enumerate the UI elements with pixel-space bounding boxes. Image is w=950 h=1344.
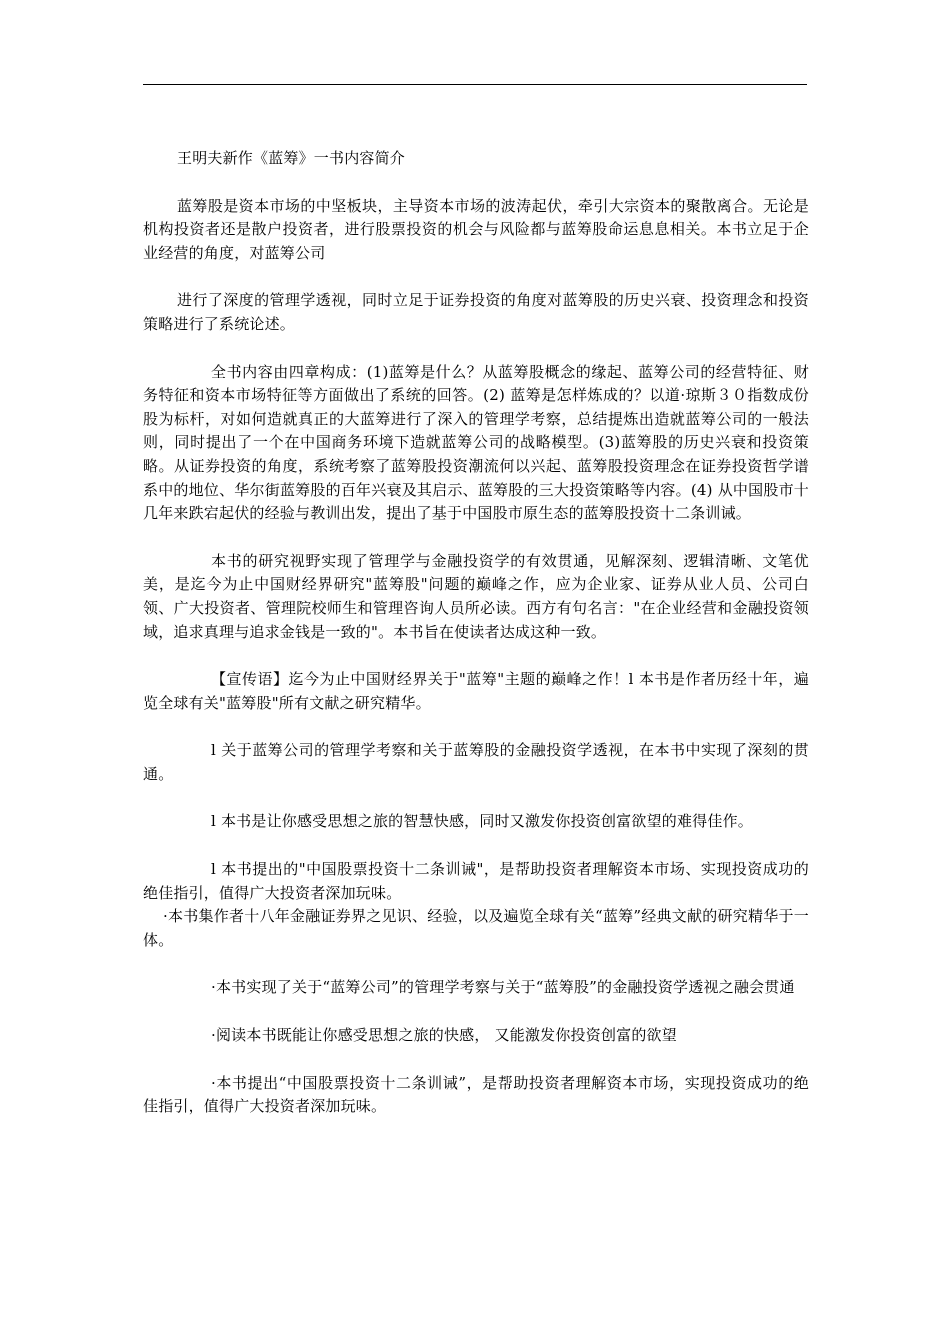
paragraph-slogan: 【宣传语】迄今为止中国财经界关于"蓝筹"主题的巅峰之作！l 本书是作者历经十年，遍览全球有关"蓝筹股"所有文献之研究精华。: [143, 670, 809, 712]
document-title: 王明夫新作《蓝筹》一书内容简介: [177, 149, 406, 167]
paragraph-chapters: 全书内容由四章构成：(1)蓝筹是什么？从蓝筹股概念的缘起、蓝筹公司的经营特征、财务特征和资本市场特征等方面做出了系统的回答。(2) 蓝筹是怎样炼成的？以道·琼斯３０指数成份股为标杆，对如何造就真正的大蓝筹进行了深入的管理学考察，总结提炼出造就蓝筹公司的一般法则，同时提出了一个在中国商务环境下造就蓝筹公司的战略模型。(3)蓝筹股的历史兴衰和投资策略。从证券投资的角度，系统考察了蓝筹股投资潮流何以兴起、蓝筹股投资理念在证券投资哲学谱系中的地位、华尔街蓝筹股的百年兴衰及其启示、蓝筹股的三大投资策略等内容。(4) 从中国股市十几年来跌宕起伏的经验与教训出发，提出了基于中国股市原生态的蓝筹股投资十二条训诫。: [143, 362, 809, 523]
paragraph-bullet-1: l 关于蓝筹公司的管理学考察和关于蓝筹股的金融投资学透视，在本书中实现了深刻的贯通。: [143, 741, 809, 783]
header-rule: [143, 84, 807, 85]
paragraph-vision: 本书的研究视野实现了管理学与金融投资学的有效贯通，见解深刻、逻辑清晰、文笔优美，是迄今为止中国财经界研究"蓝筹股"问题的巅峰之作，应为企业家、证券从业人员、公司白领、广大投资者、管理院校师生和管理咨询人员所必读。西方有句名言："在企业经营和金融投资领域，追求真理与追求金钱是一致的"。本书旨在使读者达成这种一致。: [143, 551, 809, 641]
paragraph-bullet-3: l 本书提出的"中国股票投资十二条训诫"，是帮助投资者理解资本市场、实现投资成功的绝佳指引，值得广大投资者深加玩味。: [143, 860, 809, 902]
paragraph-dot-4: ·本书提出“中国股票投资十二条训诫”，是帮助投资者理解资本市场，实现投资成功的绝佳指引，值得广大投资者深加玩味。: [143, 1073, 809, 1116]
paragraph-dot-1: ·本书集作者十八年金融证券界之见识、经验，以及遍览全球有关“蓝筹”经典文献的研究精华于一体。: [143, 907, 809, 949]
document-body: [143, 147, 809, 1119]
paragraph-dot-3: ·阅读本书既能让你感受思想之旅的快感， 又能激发你投资创富的欲望: [211, 1026, 677, 1045]
paragraph-dot-2: ·本书实现了关于“蓝筹公司”的管理学考察与关于“蓝筹股”的金融投资学透视之融会贯通: [211, 978, 795, 997]
paragraph-analysis: 进行了深度的管理学透视，同时立足于证券投资的角度对蓝筹股的历史兴衰、投资理念和投资策略进行了系统论述。: [143, 291, 809, 333]
paragraph-bullet-2: l 本书是让你感受思想之旅的智慧快感，同时又激发你投资创富欲望的难得佳作。: [211, 812, 753, 831]
paragraph-intro: 蓝筹股是资本市场的中坚板块，主导资本市场的波涛起伏，牵引大宗资本的聚散离合。无论是机构投资者还是散户投资者，进行股票投资的机会与风险都与蓝筹股命运息息相关。本书立足于企业经营的角度，对蓝筹公司: [143, 196, 809, 262]
